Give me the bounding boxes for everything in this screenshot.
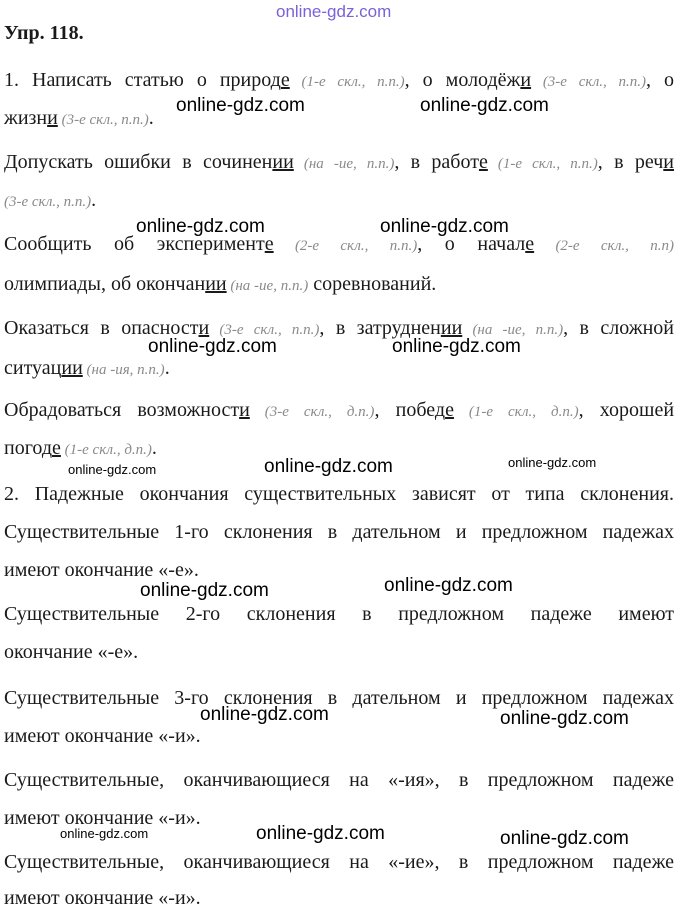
watermark: online-gdz.com [176,95,305,116]
watermark: online-gdz.com [68,462,157,477]
watermark: online-gdz.com [140,580,269,601]
watermark: online-gdz.com [500,828,629,849]
watermark: online-gdz.com [508,455,597,470]
watermark: online-gdz.com [136,216,265,237]
watermark: online-gdz.com [380,216,509,237]
watermark: online-gdz.com [392,336,521,357]
para2-line1: Допускать ошибки в сочинении (на -ие, п.п.), в работе (1-е скл., п.п.), в речи [4,151,674,173]
watermark: online-gdz.com [384,575,513,596]
watermark-top: online-gdz.com [276,2,392,21]
watermark: online-gdz.com [264,456,393,477]
part2-ie-line1: Существительные, оканчивающиеся на «-ие», в предложном падеже [4,851,674,873]
para2-line2: (3-е скл., п.п.). [4,189,97,211]
para3-line2: олимпиады, об окончании (на -ие, п.п.) соревнований. [4,273,437,295]
part2-decl3-line1: Существительные 3-го склонения в дательном и предложном падежах [4,687,674,709]
para1-line2: жизни (3-е скл., п.п.). [4,107,154,129]
watermark: online-gdz.com [60,826,149,841]
para4-line2: ситуации (на -ия, п.п.). [4,357,170,379]
exercise-title: Упр. 118. [4,22,84,44]
watermark: online-gdz.com [500,708,629,729]
part2-decl2-line2: окончание «-е». [4,641,139,663]
para3-line1: Сообщить об эксперименте (2-е скл., п.п.), о начале (2-е скл., п.п) [4,233,674,255]
watermark: online-gdz.com [148,336,277,357]
part2-ie-line2: имеют окончание «-и». [4,887,201,909]
watermark: online-gdz.com [420,95,549,116]
para4-line1: Оказаться в опасности (3-е скл., п.п.), в затруднении (на -ие, п.п.), в сложной [4,317,674,339]
para5-line2: погоде (1-е скл., д.п.). [4,437,157,459]
part2-decl3-line2: имеют окончание «-и». [4,725,201,747]
watermark: online-gdz.com [256,823,385,844]
part2-iya-line1: Существительные, оканчивающиеся на «-ия», в предложном падеже [4,769,674,791]
part2-iya-line2: имеют окончание «-и». [4,807,201,829]
part2-decl2-line1: Существительные 2-го склонения в предложном падеже имеют [4,603,674,625]
part2-intro: 2. Падежные окончания существительных зависят от типа склонения. [4,483,674,505]
para5-line1: Обрадоваться возможности (3-е скл., д.п.), победе (1-е скл., д.п.), хорошей [4,399,675,421]
watermark: online-gdz.com [200,704,329,725]
part2-decl1-line1: Существительные 1-го склонения в дательном и предложном падежах [4,521,674,543]
para1-line1: 1. Написать статью о природе (1-е скл., п.п.), о молодёжи (3-е скл., п.п.), о [4,69,674,91]
part2-decl1-line2: имеют окончание «-е». [4,559,199,581]
